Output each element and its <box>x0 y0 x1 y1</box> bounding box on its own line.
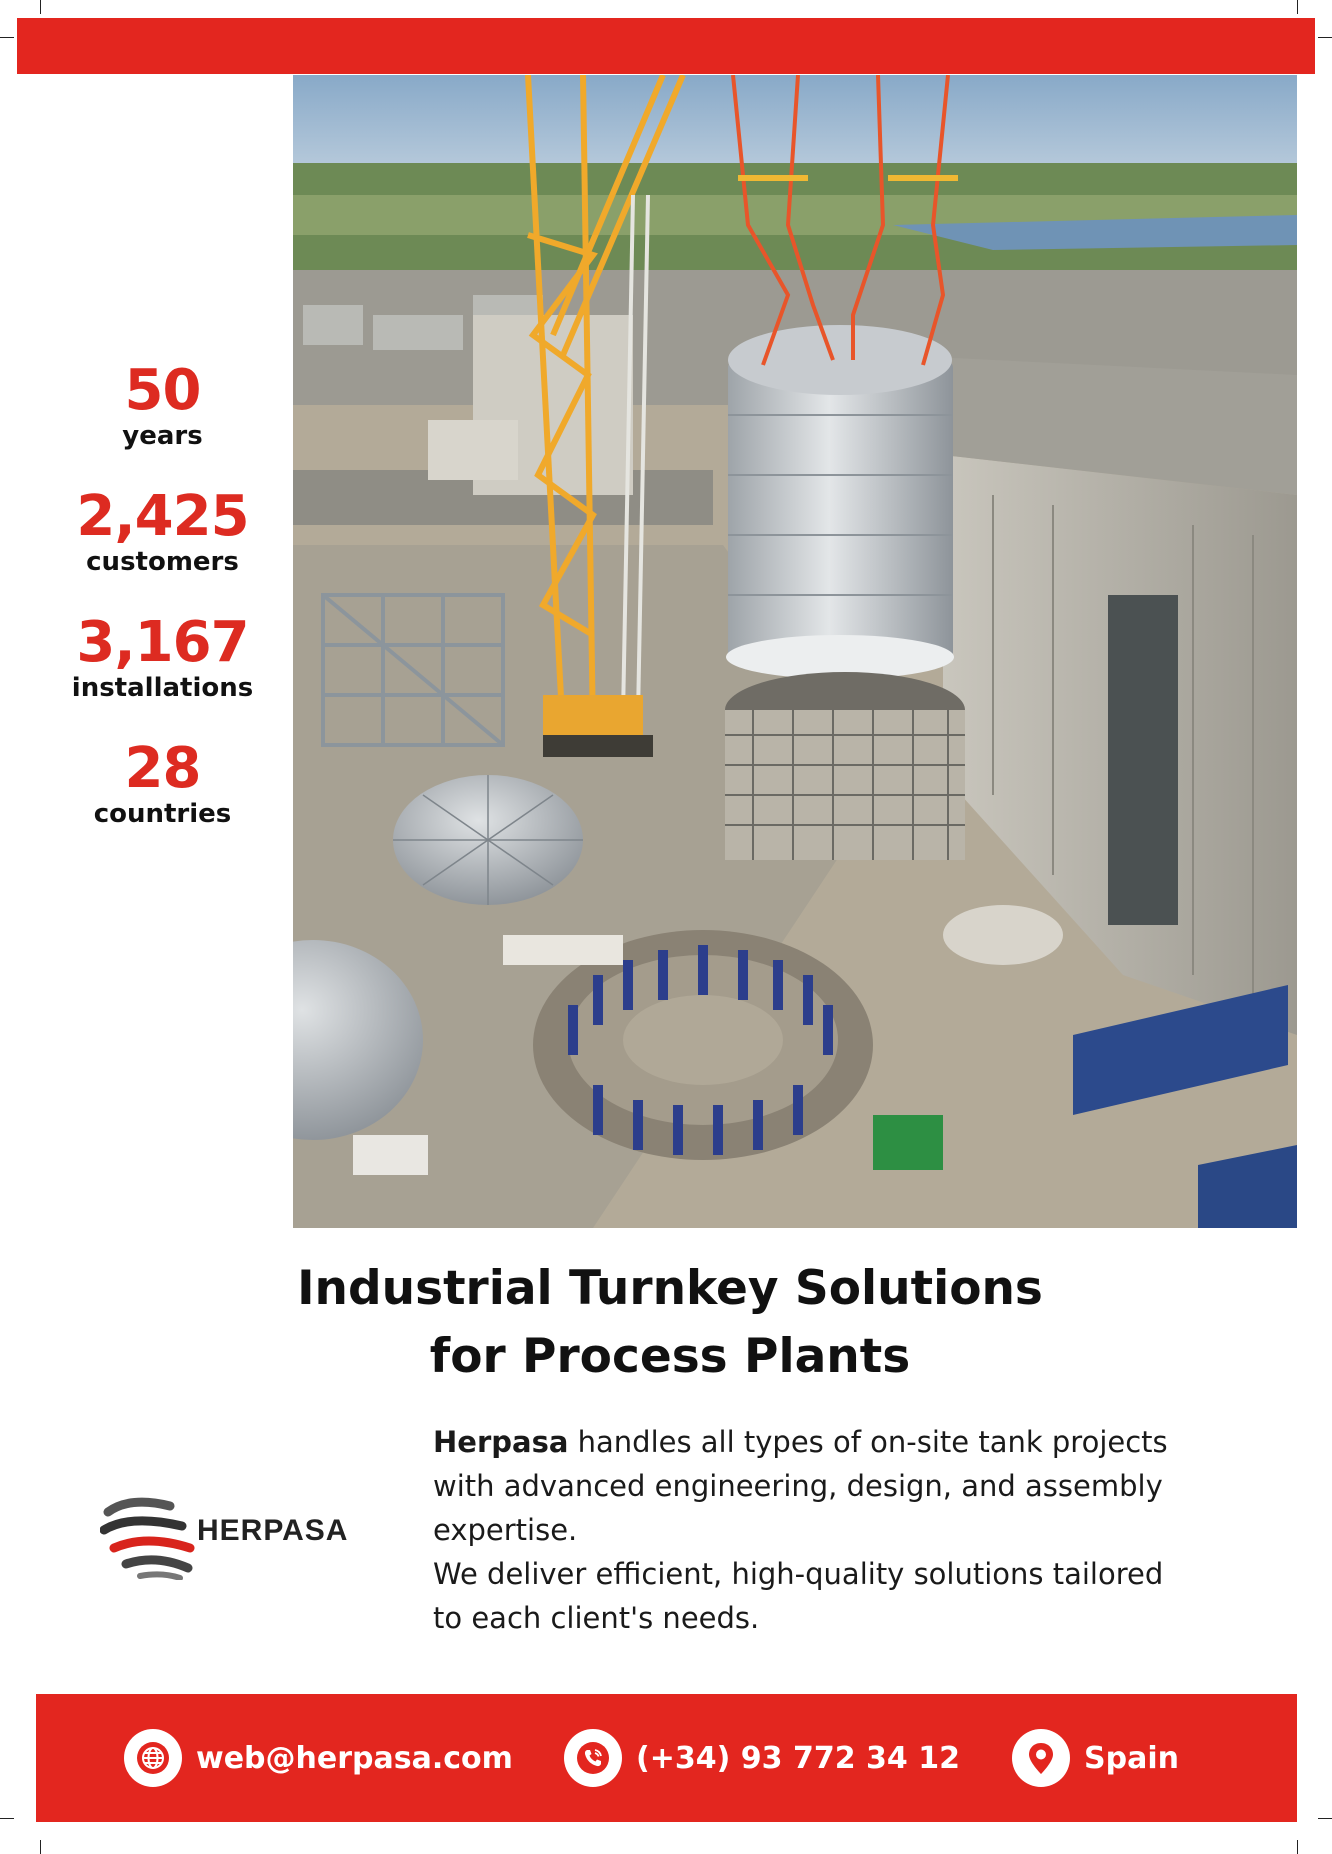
top-red-band <box>17 18 1315 74</box>
email-link[interactable]: web@herpasa.com <box>196 1740 513 1776</box>
description <box>433 1420 1193 1640</box>
description-line-4: We deliver efficient, high-quality solutions tailored <box>433 1557 1164 1591</box>
hero-photo <box>293 75 1297 1228</box>
headline-line-2: for Process Plants <box>429 1329 911 1384</box>
stat-label: countries <box>93 799 232 829</box>
contact-footer <box>36 1694 1297 1822</box>
crop-mark-top-left-h <box>0 37 14 38</box>
stat-value: 3,167 <box>76 610 249 675</box>
description-line-1 <box>433 1420 1193 1464</box>
phone-icon <box>564 1729 622 1787</box>
location-pin-icon <box>1012 1729 1070 1787</box>
stat-value: 50 <box>124 358 201 423</box>
crop-mark-bottom-right <box>1297 1840 1298 1854</box>
stat-customers <box>40 486 285 576</box>
crop-mark-bottom-left-h <box>0 1818 14 1819</box>
herpasa-logo-mark-icon <box>100 1490 196 1580</box>
headline <box>230 1255 1110 1391</box>
location-text: Spain <box>1084 1740 1179 1776</box>
crop-mark-top-left <box>40 0 41 14</box>
stat-installations <box>40 612 285 702</box>
stat-label: years <box>122 421 203 451</box>
description-line-2: with advanced engineering, design, and assembly <box>433 1469 1163 1503</box>
stat-label: installations <box>71 673 254 703</box>
stat-label: customers <box>86 547 239 577</box>
contact-email[interactable] <box>124 1730 513 1786</box>
stat-years <box>40 360 285 450</box>
stats-column <box>40 360 285 864</box>
globe-icon <box>124 1729 182 1787</box>
crop-mark-bottom-right-h <box>1318 1818 1332 1819</box>
contact-phone[interactable] <box>564 1730 960 1786</box>
crop-mark-top-right <box>1297 0 1298 14</box>
crop-mark-top-right-h <box>1318 37 1332 38</box>
logo-wordmark: HERPASA <box>197 1514 349 1547</box>
stat-countries <box>40 738 285 828</box>
crop-mark-bottom-left <box>40 1840 41 1854</box>
description-line-3: expertise. <box>433 1513 578 1547</box>
herpasa-logo <box>100 1490 400 1580</box>
description-line-5: to each client's needs. <box>433 1601 760 1635</box>
brand-name: Herpasa <box>433 1425 569 1459</box>
stat-value: 28 <box>124 736 201 801</box>
phone-number[interactable]: (+34) 93 772 34 12 <box>636 1740 960 1776</box>
contact-location <box>1012 1730 1179 1786</box>
stat-value: 2,425 <box>76 484 249 549</box>
description-text: handles all types of on-site tank projects <box>568 1425 1168 1459</box>
headline-line-1: Industrial Turnkey Solutions <box>297 1261 1043 1316</box>
